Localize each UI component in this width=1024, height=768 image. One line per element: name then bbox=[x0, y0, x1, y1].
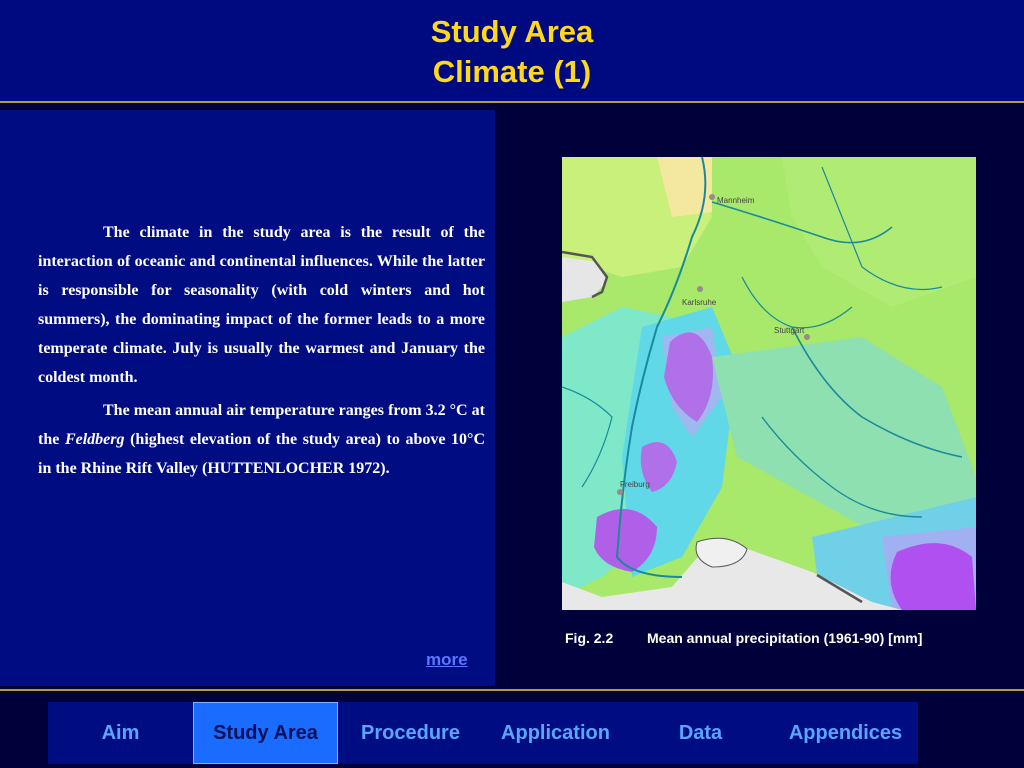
nav-study-area[interactable]: Study Area bbox=[193, 702, 338, 764]
nav-appendices[interactable]: Appendices bbox=[788, 721, 903, 744]
feldberg-term: Feldberg bbox=[64, 431, 125, 448]
page-title bbox=[0, 12, 1024, 92]
nav-procedure[interactable]: Procedure bbox=[361, 721, 460, 744]
map-label-karlsruhe: Karlsruhe bbox=[682, 298, 717, 307]
figure-caption-text: Mean annual precipitation (1961-90) [mm] bbox=[647, 630, 923, 646]
paragraph-2: The mean annual air temperature ranges from 3.2 °C at the Feldberg (highest elevation of the study area) to above 10°C in the Rhine Rift Valley (HUTTENLOCHER 1972). bbox=[38, 402, 486, 477]
figure-label: Fig. 2.2 bbox=[565, 630, 614, 646]
map-label-stuttgart: Stuttgart bbox=[774, 326, 805, 335]
body-text bbox=[38, 218, 485, 483]
map-label-freiburg: Freiburg bbox=[620, 480, 650, 489]
nav-application[interactable]: Application bbox=[501, 721, 610, 744]
text-panel bbox=[0, 110, 495, 686]
title-line-2: Climate (1) bbox=[432, 54, 592, 89]
header-divider bbox=[0, 101, 1024, 103]
map-graphic bbox=[562, 157, 976, 610]
bottom-nav bbox=[48, 702, 918, 764]
nav-aim[interactable]: Aim bbox=[101, 721, 140, 744]
nav-data[interactable]: Data bbox=[678, 721, 723, 744]
header bbox=[0, 0, 1024, 102]
precipitation-map bbox=[562, 157, 976, 610]
figure-caption bbox=[565, 630, 922, 646]
map-label-mannheim: Mannheim bbox=[717, 196, 755, 205]
footer-divider bbox=[0, 689, 1024, 691]
more-link[interactable]: more bbox=[426, 650, 468, 669]
paragraph-1: The climate in the study area is the result of the interaction of oceanic and continental influences. While the latter is responsible for seasonality (with cold winters and hot summers), the dominating impact of the former leads to a more temperate climate. July is usually the warmest and January the coldest month. bbox=[38, 224, 485, 386]
title-line-1: Study Area bbox=[430, 14, 594, 49]
